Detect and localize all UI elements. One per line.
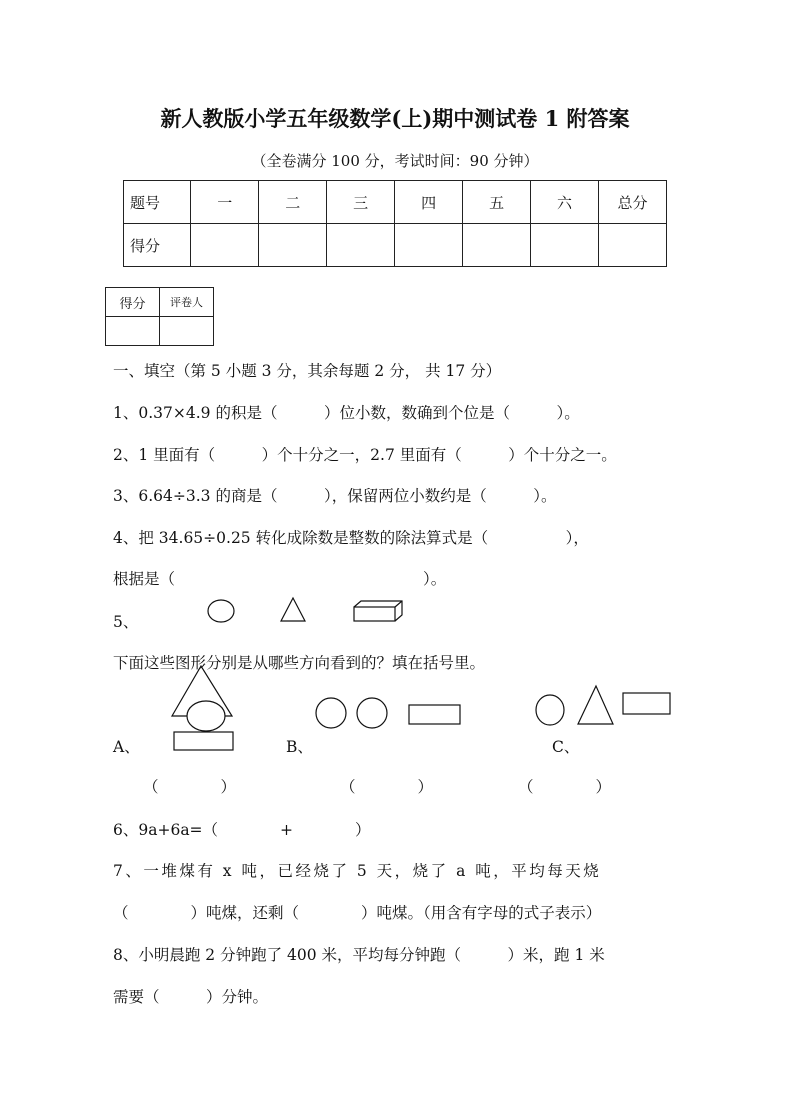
view-c-icon xyxy=(536,686,670,725)
score-col-5: 五 xyxy=(463,181,531,224)
page-title: 新人教版小学五年级数学(上)期中测试卷 1 附答案 xyxy=(160,106,630,131)
question-4-line1: 4、把 34.65÷0.25 转化成除数是整数的除法算式是（ ）， xyxy=(113,529,589,547)
question-5-prompt: 下面这些图形分别是从哪些方向看到的？填在括号里。 xyxy=(113,654,486,672)
score-col-3: 三 xyxy=(327,181,395,224)
score-col-4: 四 xyxy=(395,181,463,224)
answer-paren-a[interactable]: （ ） xyxy=(143,778,237,796)
cuboid-shape-icon xyxy=(354,601,402,621)
score-col-total: 总分 xyxy=(599,181,667,224)
question-4-line2: 根据是（ ）。 xyxy=(113,570,447,588)
option-a-label: A、 xyxy=(113,738,140,756)
question-1: 1、0.37×4.9 的积是（ ）位小数，数确到个位是（ ）。 xyxy=(113,404,580,422)
question-5-label: 5、 xyxy=(113,613,139,631)
question-3: 3、6.64÷3.3 的商是（ ），保留两位小数约是（ ）。 xyxy=(113,487,557,505)
question-2: 2、1 里面有（ ）个十分之一，2.7 里面有（ ）个十分之一。 xyxy=(113,446,617,464)
view-a-icon xyxy=(172,666,233,750)
score-col-1: 一 xyxy=(191,181,259,224)
question-6: 6、9a+6a=（ + ） xyxy=(113,821,371,839)
grader-name-label: 评卷人 xyxy=(160,288,214,317)
option-c-label: C、 xyxy=(552,738,580,756)
score-col-6: 六 xyxy=(531,181,599,224)
score-row-label: 得分 xyxy=(124,224,191,267)
question-7-line2: （ ）吨煤，还剩（ ）吨煤。（用含有字母的式子表示） xyxy=(113,904,602,922)
question-8-line2: 需要（ ）分钟。 xyxy=(113,988,269,1006)
answer-paren-b[interactable]: （ ） xyxy=(340,778,434,796)
section1-heading: 一、填空（第 5 小题 3 分，其余每题 2 分， 共 17 分） xyxy=(113,362,502,380)
question-8-line1: 8、小明晨跑 2 分钟跑了 400 米，平均每分钟跑（ ）米，跑 1 米 xyxy=(113,946,605,964)
score-header-label: 题号 xyxy=(124,181,191,224)
answer-paren-c[interactable]: （ ） xyxy=(518,778,612,796)
option-b-label: B、 xyxy=(286,738,313,756)
grader-score-label: 得分 xyxy=(106,288,160,317)
triangle-shape-icon xyxy=(281,598,305,621)
circle-shape-icon xyxy=(208,600,234,622)
view-b-icon xyxy=(316,698,460,728)
exam-info: （全卷满分 100 分，考试时间：90 分钟） xyxy=(251,152,539,170)
question-7-line1: 7、一堆煤有 x 吨，已经烧了 5 天，烧了 a 吨，平均每天烧 xyxy=(113,862,602,880)
score-col-2: 二 xyxy=(259,181,327,224)
